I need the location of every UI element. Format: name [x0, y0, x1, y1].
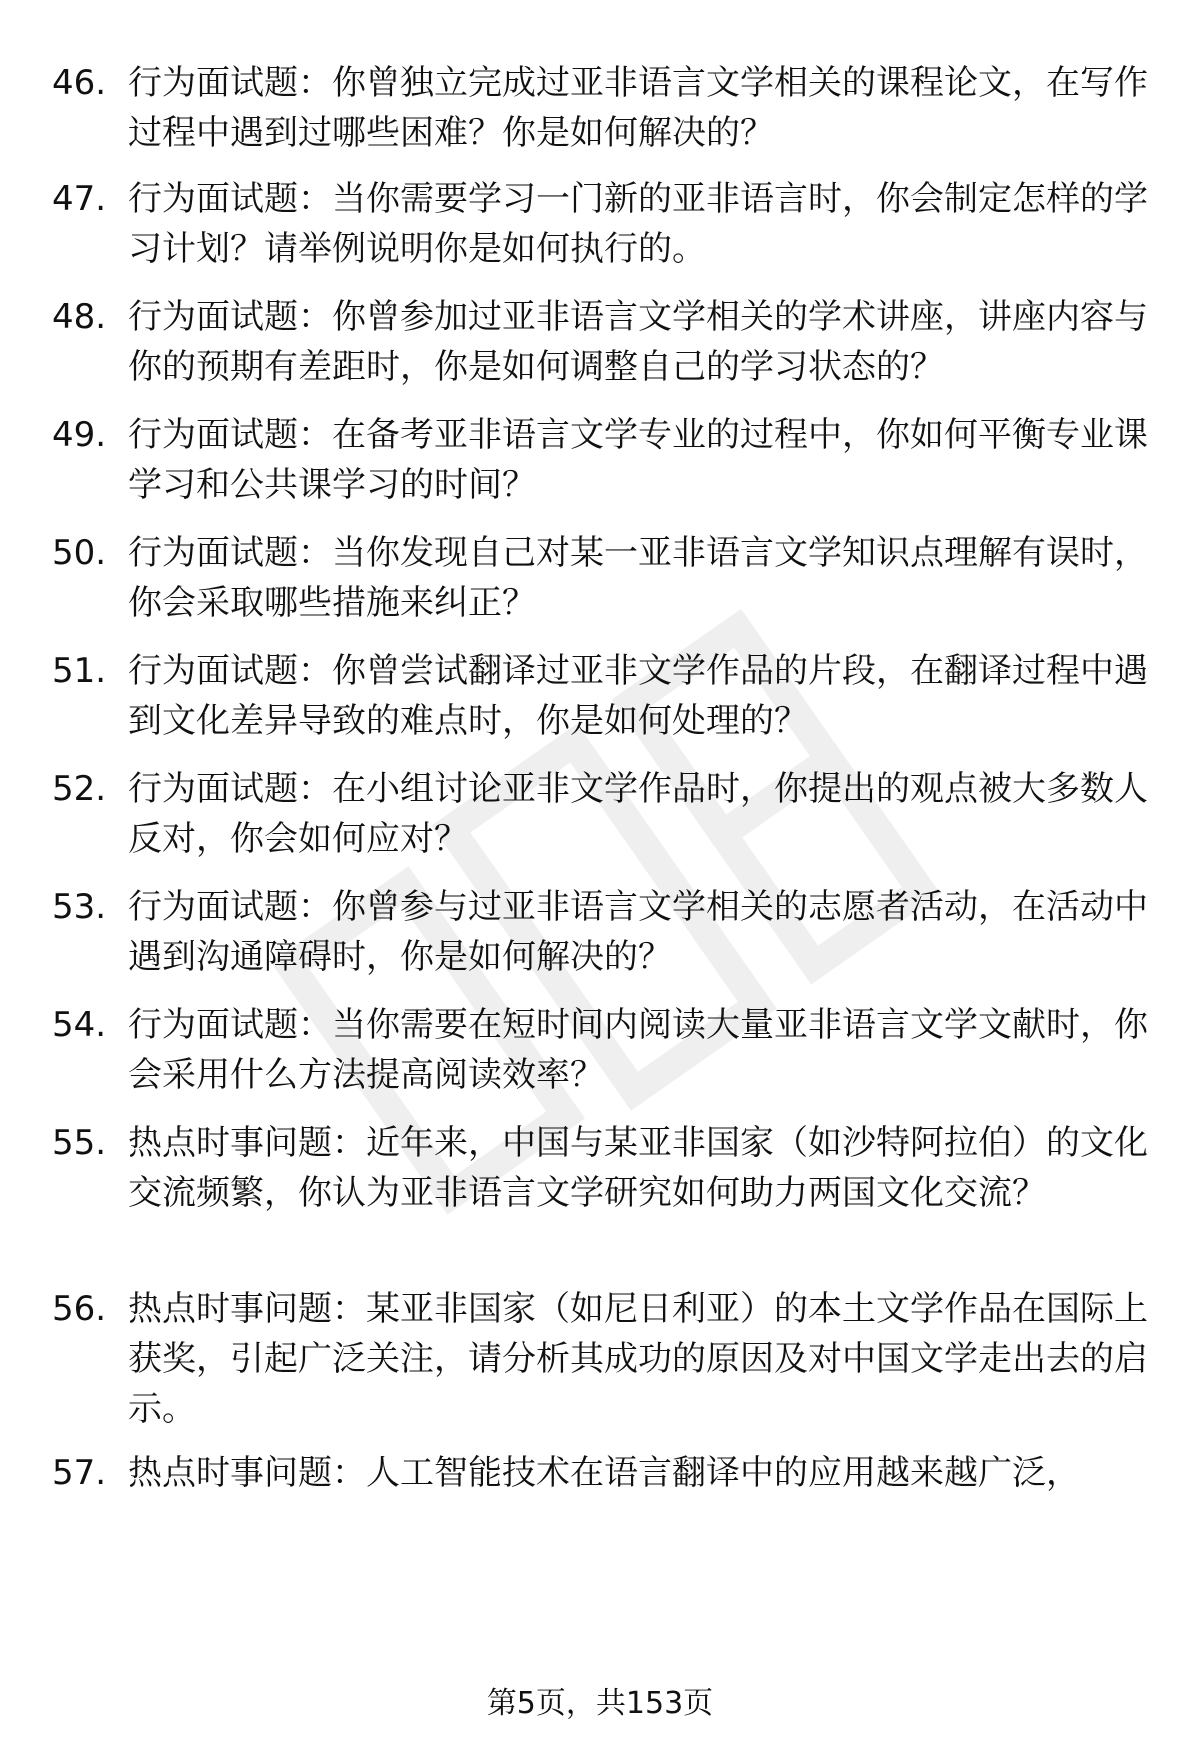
question-number: 51.: [52, 651, 107, 691]
question-number: 56.: [52, 1289, 107, 1329]
question-number: 49.: [52, 415, 107, 455]
question-number: 54.: [52, 1005, 107, 1045]
question-number: 53.: [52, 887, 107, 927]
question-number: 47.: [52, 179, 107, 219]
question-number: 55.: [52, 1123, 107, 1163]
question-text: 行为面试题：当你发现自己对某一亚非语言文学知识点理解有误时，你会采取哪些措施来纠正？: [128, 533, 1148, 623]
page-footer: 第5页，共153页: [486, 1686, 714, 1721]
question-text: 行为面试题：你曾尝试翻译过亚非文学作品的片段，在翻译过程中遇到文化差异导致的难点时，你是如何处理的？: [128, 651, 1148, 741]
question-text: 热点时事问题：近年来，中国与某亚非国家（如沙特阿拉伯）的文化交流频繁，你认为亚非语言文学研究如何助力两国文化交流？: [128, 1123, 1148, 1213]
question-text: 行为面试题：你曾参与过亚非语言文学相关的志愿者活动，在活动中遇到沟通障碍时，你是如何解决的？: [128, 887, 1148, 977]
question-number: 52.: [52, 769, 107, 809]
question-number: 46.: [52, 63, 107, 103]
question-number: 48.: [52, 297, 107, 337]
question-text: 热点时事问题：人工智能技术在语言翻译中的应用越来越广泛，: [128, 1453, 1080, 1493]
question-number: 50.: [52, 533, 107, 573]
question-text: 行为面试题：在备考亚非语言文学专业的过程中，你如何平衡专业课学习和公共课学习的时间？: [128, 415, 1148, 505]
question-number: 57.: [52, 1453, 107, 1493]
question-text: 行为面试题：你曾独立完成过亚非语言文学相关的课程论文，在写作过程中遇到过哪些困难？你是如何解决的？: [128, 63, 1148, 153]
question-text: 热点时事问题：某亚非国家（如尼日利亚）的本土文学作品在国际上获奖，引起广泛关注，请分析其成功的原因及对中国文学走出去的启示。: [128, 1289, 1148, 1429]
question-text: 行为面试题：当你需要在短时间内阅读大量亚非语言文学文献时，你会采用什么方法提高阅读效率？: [128, 1005, 1148, 1095]
question-text: 行为面试题：在小组讨论亚非文学作品时，你提出的观点被大多数人反对，你会如何应对？: [128, 769, 1148, 859]
question-text: 行为面试题：你曾参加过亚非语言文学相关的学术讲座，讲座内容与你的预期有差距时，你是如何调整自己的学习状态的？: [128, 297, 1148, 387]
question-text: 行为面试题：当你需要学习一门新的亚非语言时，你会制定怎样的学习计划？请举例说明你是如何执行的。: [128, 179, 1148, 269]
